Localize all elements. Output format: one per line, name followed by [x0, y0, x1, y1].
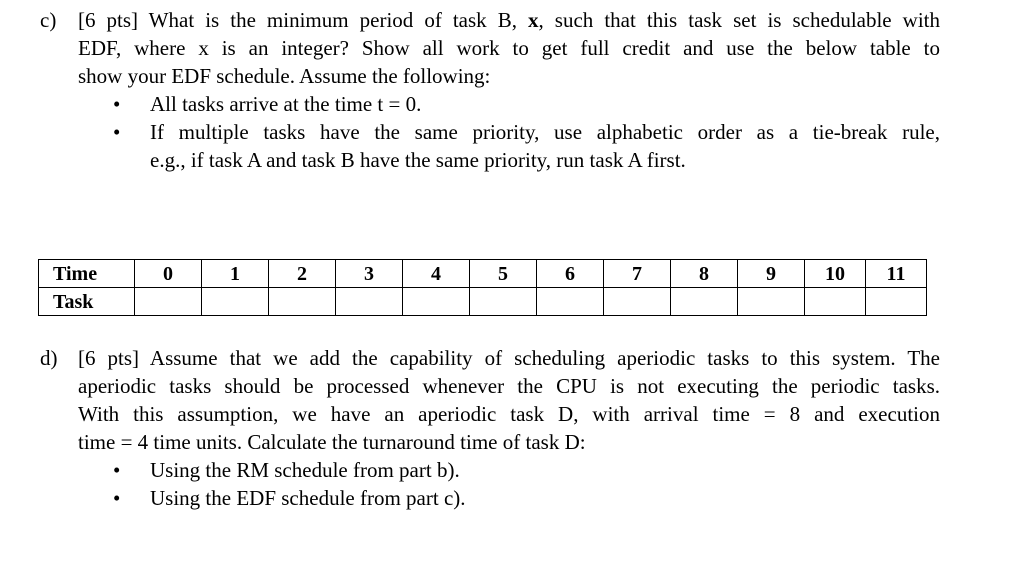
time-cell: 4	[403, 260, 470, 288]
bullet-text: All tasks arrive at the time t = 0.	[150, 92, 422, 116]
question-d-label: d)	[40, 346, 58, 370]
task-row-header: Task	[39, 288, 135, 316]
bullet-item	[40, 484, 940, 512]
bullet-text: Using the EDF schedule from part c).	[150, 486, 466, 510]
question-d-body	[78, 344, 940, 456]
task-cell[interactable]	[269, 288, 336, 316]
task-cell[interactable]	[671, 288, 738, 316]
task-cell[interactable]	[604, 288, 671, 316]
task-cell[interactable]	[738, 288, 805, 316]
task-cell[interactable]	[537, 288, 604, 316]
bullet-text: Using the RM schedule from part b).	[150, 458, 460, 482]
bullet-icon: •	[113, 120, 121, 144]
edf-schedule-table	[38, 259, 927, 316]
bullet-text: e.g., if task A and task B have the same priority, run task A first.	[150, 148, 686, 172]
time-cell: 5	[470, 260, 537, 288]
bullet-text: If multiple tasks have the same priority, use alphabetic order as a tie-break rule,	[150, 120, 940, 144]
question-c-line-2: EDF, where x is an integer? Show all work to get full credit and use the below table to	[78, 36, 940, 60]
question-d-bullets	[40, 456, 940, 512]
task-cell[interactable]	[202, 288, 269, 316]
question-d-line-3: With this assumption, we have an aperiodic task D, with arrival time = 8 and execution	[78, 402, 940, 426]
bullet-item	[40, 118, 940, 174]
question-d-line-4: time = 4 time units. Calculate the turnaround time of task D:	[78, 430, 586, 454]
time-cell: 0	[135, 260, 202, 288]
question-c-line-1: [6 pts] What is the minimum period of task B, x, such that this task set is schedulable with	[78, 8, 940, 32]
question-d-line-2: aperiodic tasks should be processed whenever the CPU is not executing the periodic tasks.	[78, 374, 940, 398]
time-cell: 3	[336, 260, 403, 288]
bullet-icon: •	[113, 92, 121, 116]
question-c	[40, 6, 940, 174]
question-c-label: c)	[40, 8, 57, 32]
bullet-icon: •	[113, 458, 121, 482]
question-d-line-1: [6 pts] Assume that we add the capability of scheduling aperiodic tasks to this system. The	[78, 346, 940, 370]
task-cell[interactable]	[336, 288, 403, 316]
time-cell: 8	[671, 260, 738, 288]
task-cell[interactable]	[135, 288, 202, 316]
task-cell[interactable]	[403, 288, 470, 316]
time-cell: 7	[604, 260, 671, 288]
time-cell: 10	[805, 260, 866, 288]
time-row-header: Time	[39, 260, 135, 288]
task-cell[interactable]	[470, 288, 537, 316]
time-cell: 2	[269, 260, 336, 288]
task-row	[39, 288, 927, 316]
bullet-item	[40, 90, 940, 118]
bullet-icon: •	[113, 486, 121, 510]
question-c-body	[78, 6, 940, 90]
time-cell: 1	[202, 260, 269, 288]
time-row	[39, 260, 927, 288]
task-cell[interactable]	[866, 288, 927, 316]
question-c-line-3: show your EDF schedule. Assume the following:	[78, 64, 491, 88]
time-cell: 6	[537, 260, 604, 288]
time-cell: 9	[738, 260, 805, 288]
variable-x: x	[528, 8, 539, 32]
task-cell[interactable]	[805, 288, 866, 316]
question-d	[40, 344, 940, 512]
question-c-bullets	[40, 90, 940, 174]
time-cell: 11	[866, 260, 927, 288]
bullet-item	[40, 456, 940, 484]
